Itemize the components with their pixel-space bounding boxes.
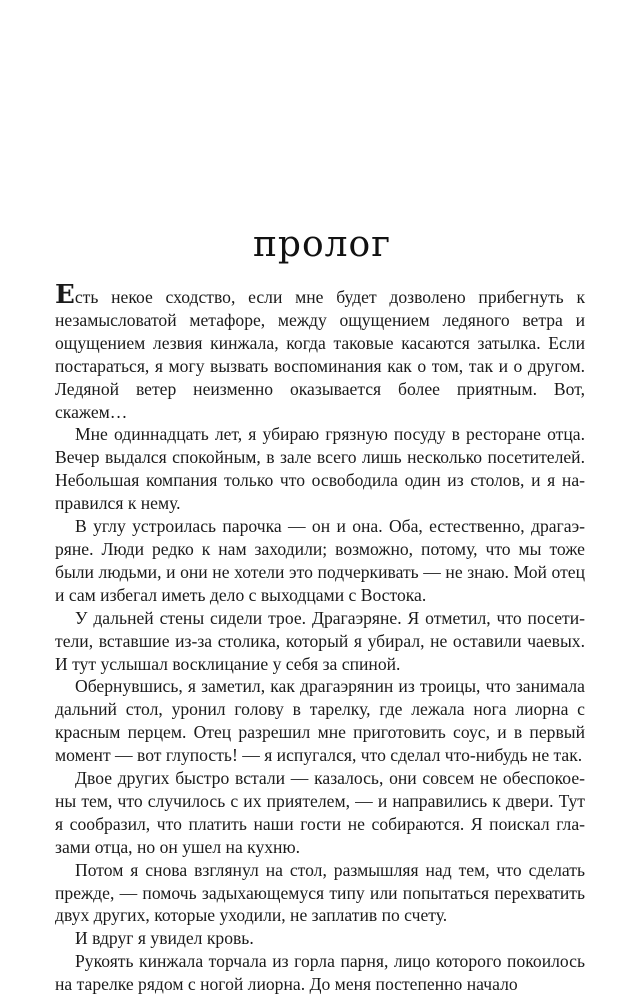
paragraph-2: Мне одиннадцать лет, я убираю грязную посуду в ресторане отца. Вечер выдался спокойным, в зале всего лишь несколько посетителей. Небольшая компания только что освободила один из столов, и я направился к нему. xyxy=(55,424,585,514)
paragraph-1-text: сть некое сходство, если мне будет дозволено прибегнуть к незамысловатой метафоре, между ощущением ледяного ветра и ощущением лезвия кинжала, когда таковые касаются затылка. Если постараться, я могу вызвать воспоминания как о том, так и о другом. Ледяной ветер неизменно оказывается более приятным. Вот, скажем… xyxy=(55,287,585,422)
paragraph-6: Двое других быстро встали — казалось, они совсем не обеспокоены тем, что случилось с их приятелем, — и направились к двери. Тут я сообразил, что платить наши гости не собираются. Я поискал глазами отца, но он ушел на кухню. xyxy=(55,768,585,857)
body-text xyxy=(55,280,585,996)
paragraph-5: Обернувшись, я заметил, как драгаэрянин из троицы, что занимала дальний стол, уронил голову в тарелку, где лежала нога лиорна с красным перцем. Отец разрешил мне приготовить соус, и в первый момент — вот глупость! — я испугался, что сделал что-нибудь не так. xyxy=(55,676,585,766)
paragraph-8: И вдруг я увидел кровь. xyxy=(75,928,254,949)
paragraph-4: У дальней стены сидели трое. Драгаэряне. Я отметил, что посетители, вставшие из-за столика, который я убирал, не оставили чаевых. И тут услышал восклицание у себя за спиной. xyxy=(55,607,585,674)
paragraph-1 xyxy=(55,280,585,423)
chapter-title: пролог xyxy=(252,224,392,265)
paragraph-7: Потом я снова взглянул на стол, размышляя над тем, что сделать прежде, — помочь задыхающемуся типу или попытаться перехватить двух других, которые уходили, не заплатив по счету. xyxy=(55,859,585,926)
paragraph-9: Рукоять кинжала торчала из горла парня, лицо которого покоилось на тарелке рядом с ногой лиорна. До меня постепенно начало xyxy=(55,951,585,995)
paragraph-3: В углу устроилась парочка — он и она. Оба, естественно, драгаэряне. Люди редко к нам заходили; возможно, потому, что мы тоже были людьми, и они не хотели это подчеркивать — не знаю. Мой отец и сам избегал иметь дело с выходцами с Востока. xyxy=(55,516,585,605)
drop-cap: Е xyxy=(55,280,75,310)
